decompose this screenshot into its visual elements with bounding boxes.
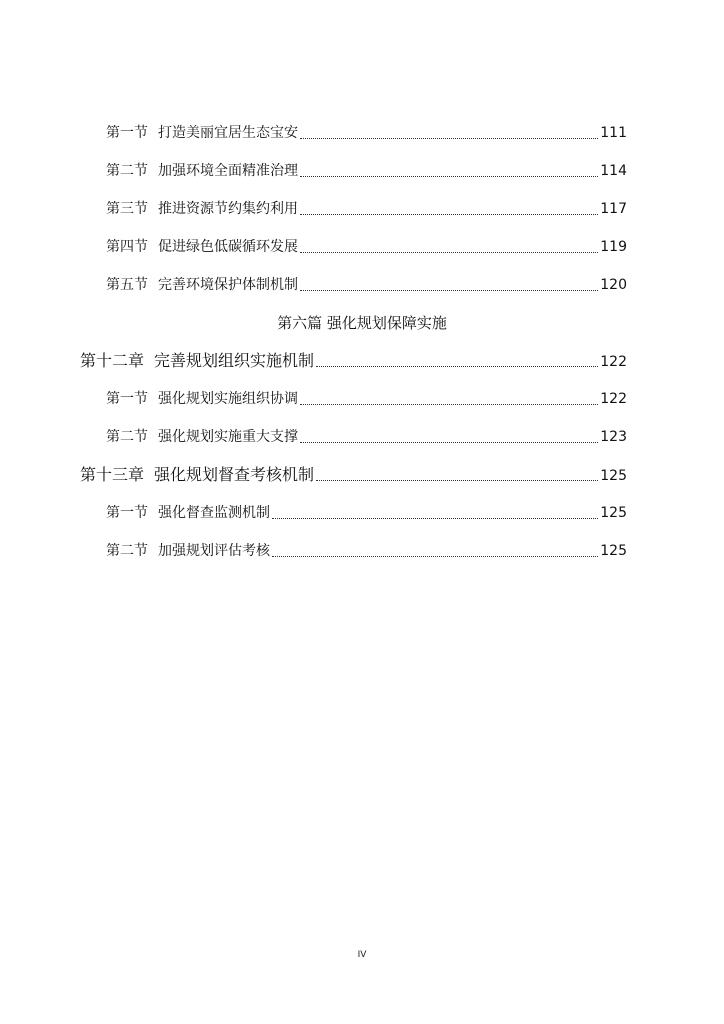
dot-leader [300, 403, 598, 405]
section-number: 第一节 [106, 125, 148, 141]
toc-entry-label [106, 236, 298, 258]
part-title[interactable]: 第六篇 强化规划保障实施 [277, 314, 447, 332]
section-title: 强化规划实施重大支撑 [158, 429, 298, 445]
page-number: 125 [600, 543, 627, 559]
toc-entry-label [106, 198, 298, 220]
toc-entry[interactable] [106, 236, 627, 258]
dot-leader [300, 175, 598, 177]
page-number: 122 [600, 354, 627, 370]
page-footer-number: IV [357, 950, 367, 960]
section-title: 加强环境全面精准治理 [158, 163, 298, 179]
section-title: 打造美丽宜居生态宝安 [158, 125, 298, 141]
toc-entry[interactable] [106, 160, 627, 182]
section-number: 第二节 [106, 163, 148, 179]
page-number: 125 [600, 505, 627, 521]
page-number: 111 [600, 125, 627, 141]
section-number: 第四节 [106, 239, 148, 255]
page-number: 123 [600, 429, 627, 445]
dot-leader [300, 213, 598, 215]
page-number: 114 [600, 163, 627, 179]
toc-entry-label [106, 426, 298, 448]
dot-leader [300, 289, 598, 291]
section-number: 第三节 [106, 201, 148, 217]
section-number: 第一节 [106, 391, 148, 407]
toc-entry-label [80, 464, 314, 486]
toc-entry-label [106, 122, 298, 144]
dot-leader [316, 365, 598, 367]
section-number: 第二节 [106, 543, 148, 559]
section-title: 完善环境保护体制机制 [158, 277, 298, 293]
toc-entry[interactable] [106, 388, 627, 410]
section-title: 促进绿色低碳循环发展 [158, 239, 298, 255]
section-title: 加强规划评估考核 [158, 543, 270, 559]
section-number: 第二节 [106, 429, 148, 445]
section-title: 强化规划实施组织协调 [158, 391, 298, 407]
toc-entry-label [106, 388, 298, 410]
section-title: 推进资源节约集约利用 [158, 201, 298, 217]
dot-leader [300, 251, 598, 253]
chapter-title: 强化规划督查考核机制 [154, 465, 315, 484]
toc-entry-label [106, 274, 298, 296]
chapter-title: 完善规划组织实施机制 [154, 351, 315, 370]
toc-entry[interactable] [106, 274, 627, 296]
page-number: 117 [600, 201, 627, 217]
toc-entry-label [80, 350, 314, 372]
toc-entry-label [106, 160, 298, 182]
dot-leader [316, 479, 598, 481]
section-number: 第五节 [106, 277, 148, 293]
dot-leader [272, 517, 598, 519]
section-title: 强化督查监测机制 [158, 505, 270, 521]
toc-chapter-entry[interactable] [80, 350, 627, 372]
dot-leader [300, 137, 598, 139]
dot-leader [300, 441, 598, 443]
toc-entry-label [106, 540, 270, 562]
chapter-number: 第十三章 [80, 465, 145, 484]
page-number: 119 [600, 239, 627, 255]
toc-entry[interactable] [106, 426, 627, 448]
page-number: 125 [600, 468, 627, 484]
page-number: 122 [600, 391, 627, 407]
toc-entry[interactable] [106, 502, 627, 524]
toc-entry[interactable] [106, 540, 627, 562]
toc-chapter-entry[interactable] [80, 464, 627, 486]
toc-entry-label [106, 502, 270, 524]
toc-entry[interactable] [106, 122, 627, 144]
section-number: 第一节 [106, 505, 148, 521]
chapter-number: 第十二章 [80, 351, 145, 370]
dot-leader [272, 555, 598, 557]
page-number: 120 [600, 277, 627, 293]
toc-entry[interactable] [106, 198, 627, 220]
